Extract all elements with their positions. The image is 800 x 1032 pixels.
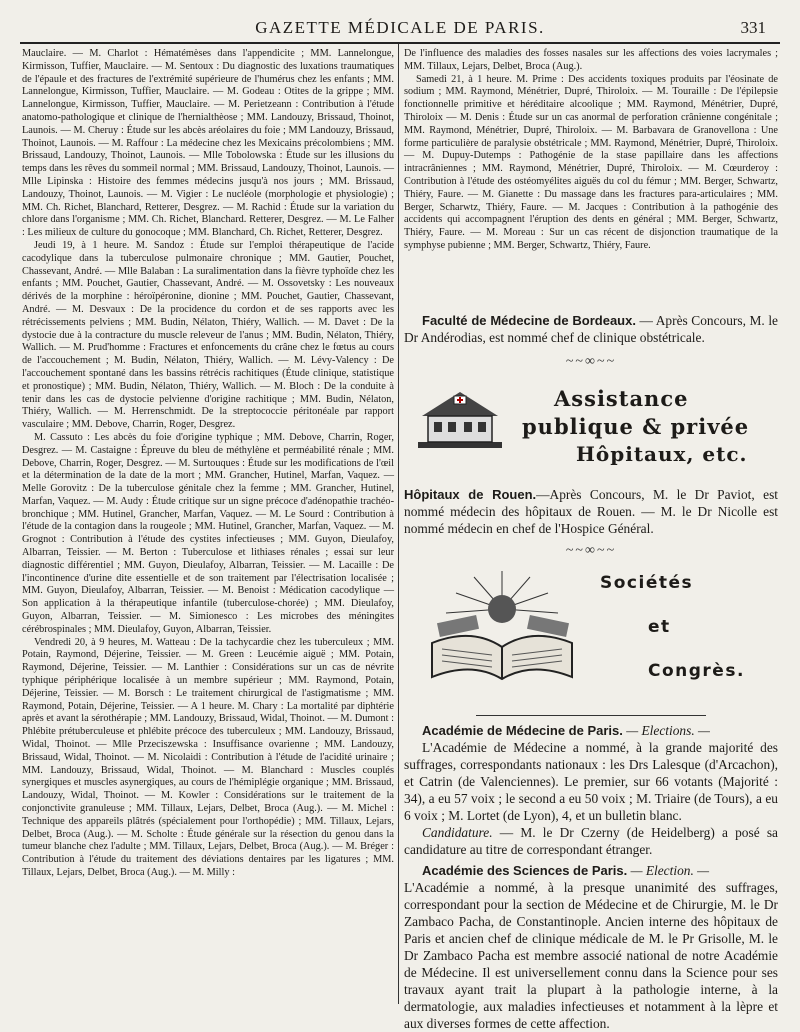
hospital-building-icon xyxy=(414,382,506,454)
rouen-text: —Après Concours, M. le Dr Paviot, est nommé médecin des hôpitaux de Rouen. — M. le Dr Nicolle est nommé médecin en chef de l'Hospice Général. xyxy=(404,487,778,536)
left-column xyxy=(22,48,394,1006)
academie-medecine xyxy=(404,722,778,858)
header-rule xyxy=(20,42,780,44)
left-paragraph-3: M. Cassuto : Les abcès du foie d'origine typhique ; MM. Debove, Charrin, Roger, Desgrez. — M. Castaigne : Épreuve du bleu de méthylène et perméabilité rénale ; MM. Debove, Charrin, Roger, Desgrez. — M. Surtouques : Étude sur les modifications de l'œil et la détermination de la date de la mort ; MM. Grancher, Hutinel, Marfan, Vaquez. — Melle Gorovitz : De la tuberculose génitale chez la femme ; MM. Grancher, Hutinel, Marfan, Vaquez. — M. Audy : Étude critique sur un signe précoce d'adénopathie trachéo-bronchique ; MM. Hutinel, Grancher, Marfan, Vaquez. — M. Le Sourd : Contribution à l'étude de la contagion dans la rougeole ; MM. Hutinel, Grancher, Marfan, Vaquez. — M. Grognot : Contribution à l'étude des cystites infectieuses ; MM. Guyon, Dieulafoy, Albarran, Teissier. — M. Berton : Tuberculose et lithiases rénales ; essai sur leur diagnostic différentiel ; MM. Guyon, Dieulafoy, Albarran, Teissier. — M. Lacaille : De l'incontinence d'urine dite essentielle et de son traitement par l'électrisation localisée ; MM. Guyon, Dieulafoy, Albarran, Teissier. — M. Benoist : Médication cacodylique — Son application à la thérapeutique infantile (tuberculose-chorée) ; MM. Dieulafoy, Guyon, Albarran, Teissier. — M. Simionesco : Les microbes des méningites cérébrospinales ; MM. Dieulafoy, Guyon, Albarran, Teissier. xyxy=(22,431,394,635)
section-rule xyxy=(476,715,706,716)
assistance-banner xyxy=(404,372,778,478)
societes-banner xyxy=(404,561,778,711)
running-header xyxy=(20,14,780,40)
societes-line-2: et xyxy=(648,617,671,637)
column-divider xyxy=(398,44,399,1004)
left-paragraph-4: Vendredi 20, à 9 heures, M. Watteau : De la tachycardie chez les tuberculeux ; MM. Potain, Raymond, Déjerine, Teissier. — M. Green : Leucémie aiguë ; MM. Potain, Raymond, Déjerine, Teissier. — M. Lanthier : Considérations sur un cas de névrite typhique périphérique localisée à un membre supérieur ; MM. Raymond, Potain, Déjerine, Teissier. — M. Borsch : Le traitement chirurgical de l'astigmatisme ; MM. Raymond, Potain, Déjerine, Teissier. — A 1 heure. M. Chary : La mortalité par diphtérie après et avant la sérothérapie ; MM. Landouzy, Brissaud, Widal, Thoinot. — M. Dumont : Phlébite prétuberculeuse et phlébite précoce des tuberculeux ; MM. Landouzy, Brissaud, Widal, Thoinot. — Mlle Przeciszewska : Insuffisance ovarienne ; MM. Landouzy, Brissaud, Widal, Thoinot. — M. Nicolaidi : Contribution à l'étude de l'acidité urinaire ; MM. Landouzy, Brissaud, Widal, Thoinot. — M. Blanchard : Muscles couplés synergiques et muscles asynergiques, au cours de l'hémiplégie organique ; MM. Brissaud, Landouzy, Widal, Thoinot. — M. Kowler : Considérations sur le traitement de la conjonctivite granuleuse ; MM. Tillaux, Lejars, Delbet, Broca (Aug.). — M. Michel : Technique des appareils plâtrés (spécialement pour l'orthopédie) ; MM. Tillaux, Lejars, Delbet, Broca (Aug.). — M. Scholte : Étude générale sur la résection du genou dans la tumeur blanche chez l'adulte ; MM. Tillaux, Lejars, Delbet, Broca (Aug.). — M. Bréger : Contribution à l'étude du traitement des déviations dentaires par les ligatures ; MM. Tillaux, Lejars, Delbet, Broca (Aug.). — M. Milly : xyxy=(22,636,394,878)
right-paragraph-1: De l'influence des maladies des fosses nasales sur les affections des voies lacrymales ; MM. Tillaux, Lejars, Delbet, Broca (Aug.). xyxy=(404,48,778,72)
books-and-sunburst-icon xyxy=(422,569,582,687)
rouen-heading: Hôpitaux de Rouen. xyxy=(404,487,537,502)
societes-line-3: Congrès. xyxy=(648,661,745,681)
right-column xyxy=(404,48,778,1031)
academie-sciences xyxy=(404,862,778,1032)
bordeaux-text: — Après Concours, M. le Dr Andérodias, est nommé chef de clinique obstétricale. xyxy=(404,313,778,345)
bordeaux-notice xyxy=(404,312,778,346)
academie-sciences-heading: Académie des Sciences de Paris. xyxy=(422,863,628,878)
academie-medecine-heading: Académie de Médecine de Paris. xyxy=(422,723,623,738)
ornament-divider-2: ~~∞~~ xyxy=(565,543,617,558)
academie-medecine-tag: — Elections. — xyxy=(626,723,710,738)
banner-line-2: publique & privée xyxy=(522,414,750,439)
rouen-notice xyxy=(404,486,778,537)
banner-line-3: Hôpitaux, etc. xyxy=(576,442,748,466)
academie-sciences-tag: — Election. — xyxy=(627,863,710,878)
academie-medecine-text: L'Académie de Médecine a nommé, à la grande majorité des suffrages, correspondants nationaux : les Drs Lalesque (d'Arcachon), et Catrin (de Valenciennes). Le premier, sur 66 votants (Majorité : 34), a eu 57 voix ; le second a eu 50 voix ; M. Triaire (de Tours), a eu 6 voix ; M. Lortet (de Lyon), 4, et un bulletin blanc. xyxy=(404,740,778,823)
academie-sciences-text: L'Académie a nommé, à la presque unanimité des suffrages, correspondant pour la section de Médecine et de Chirurgie, M. le Dr Zambaco Pacha, de Constantinople. Ancien interne des hôpitaux de Paris et ancien chef de clinique médicale de M. le Pr Grisolle, M. le Dr Zambaco Pacha est membre associé national de notre Académie de Médecine. Il est universellement connu dans la Science pour ses travaux ayant trait la plupart à la pathologie interne, à la dermatologie, aux maladies infectieuses et notamment à la lèpre et aux diverses formes de cette affection. xyxy=(404,880,778,1031)
page-number: 331 xyxy=(740,18,766,37)
ornament-divider: ~~∞~~ xyxy=(565,354,617,369)
societes-line-1: Sociétés xyxy=(600,573,694,593)
left-paragraph-1: Mauclaire. — M. Charlot : Hématémèses dans l'appendicite ; MM. Lannelongue, Kirmisson, Tuffier, Mauclaire. — M. Sentoux : Du diagnostic des luxations traumatiques de l'épaule et des fractures de l'extrémité supérieure de l'humérus chez les enfants ; MM. Lannelongue, Kirmisson, Tuffier, Mauclaire. — M. Godeau : Otites de la grippe ; MM. Lannelongue, Kirmisson, Tuffier, Mauclaire. — M. Perietzeann : Contribution à l'étude anatomo-pathologique et clinique de l'hernialthèose ; MM. Landouzy, Brissaud, Thoinot, Launois. — M. Cheruy : Étude sur les abcès aréolaires du foie ; MM Landouzy, Brissaud, Thoinot, Launois. — M. Raffour : La médecine chez les Mexicains précolombiens ; MM. Brissaud, Landouzy, Thoinot, Launois. — Mlle Tobolowska : Étude sur les illusions du temps dans les rêves du sommeil normal ; MM. Brissaud, Landouzy, Thoinot, Launois. — Mlle Lipinska : Histoire des femmes médecins jusqu'à nos jours ; MM. Brissaud, Landouzy, Thoinot, Launois. — M. Vigier : Le nucléole (morphologie et physiologie) ; MM. Ch. Richet, Blanchard, Retterer, Desgrez. — M. Rachid : Étude sur la variation du chlore dans l'organisme ; MM. Ch. Richet, Blanchard. Retterer, Desgrez. — M. Le Falher : Les milieux de culture du gonocoque ; MM. Blanchard, Ch. Richet, Retterer, Desgrez. xyxy=(22,48,394,239)
right-paragraph-2: Samedi 21, à 1 heure. M. Prime : Des accidents toxiques produits par l'éosinate de sodium ; MM. Raymond, Ménétrier, Dupré, Thiroloix. — M. Touraille : De l'épilepsie fonctionnelle primitive et héréditaire alcoolique ; MM. Raymond, Ménétrier, Dupré, Thiroloix — M. Denis : Étude sur un cas anormal de perforation crânienne congénitale ; MM. Raymond, Ménétrier, Dupré, Thiroloix. — M. Barbavara de Granovellona : Une forme particulière de paralysie obstétricale ; MM. Raymond, Ménétrier, Dupré, Thiroloix. — M. Dupuy-Dutemps : Pathogénie de la stase papillaire dans les affections intracrâniennes ; MM. Raymond, Ménétrier, Dupré, Thiroloix. — M. Cœurderoy : Contribution à l'étude des ostéomyélites aiguës du col du fémur ; MM. Berger, Schwartz, Thiéry, Faure. — M. Gianette : Du massage dans les fractures para-articulaires ; MM. Berger, Scharwtz, Thiéry, Faure. — M. Jacques : Contribution à la pathogénie des accidents qui accompagnent l'éruption des dents en général ; MM. Berger, Schwartz, Thiéry, Faure. — M. Moreau : Sur un cas récent de disjonction traumatique de la symphyse pubienne ; MM. Berger, Schwartz, Thiéry, Faure. xyxy=(404,73,778,251)
banner-line-1: Assistance xyxy=(554,386,689,411)
journal-title: GAZETTE MÉDICALE DE PARIS. xyxy=(255,18,545,37)
candidature-label: Candidature. xyxy=(422,825,493,840)
bordeaux-heading: Faculté de Médecine de Bordeaux. xyxy=(422,313,636,328)
left-paragraph-2: Jeudi 19, à 1 heure. M. Sandoz : Étude sur l'emploi thérapeutique de l'acide cacodylique dans la tuberculose pulmonaire chronique ; MM. Gautier, Pouchet, Chassevant, André. — Mlle Balaban : La suralimentation dans la fièvre typhoïde chez les enfants ; MM. Pouchet, Gautier, Chassevant, André. — M. Ossovetsky : Les nouveaux dérivés de la morphine : héroïpéronine, dionine ; MM. Pouchet, Gautier, Chassevant, André. — M. Desvaux : De la procidence du cordon et de ses rapports avec les rétrécissements pelviens ; MM. Budin, Nélaton, Thiéry, Wallich. — M. Davet : De la dystocie due à la contracture du muscle releveur de l'anus ; MM. Budin, Nélaton, Thiéry, Wallich. — M. Prud'homme : Fractures et enfoncements du crâne chez le fœtus au cours de l'accouchement ; M. Budin, Nélaton, Thiéry, Wallich. — M. Lévy-Valency : De l'accouchement spontané dans les bassins rétrécis rachitiques (Étude clinique, statistique et pronostique) ; MM. Budin, Nélaton, Thiéry, Wallich. — M. Bloch : De la conduite à tenir dans les cas de dystocie pelvienne d'origine rachitique ; MM. Budin, Nélaton, Thiéry, Wallich. — M. Herrenschmidt. De la streptococcie péritonéale par rapport vasculaire ; MM. Debove, Charrin, Roger, Desgrez. xyxy=(22,239,394,431)
thesis-list-continued xyxy=(404,48,778,308)
candidature-text: — M. le Dr Czerny (de Heidelberg) a posé sa candidature au titre de correspondant étranger. xyxy=(404,825,778,857)
